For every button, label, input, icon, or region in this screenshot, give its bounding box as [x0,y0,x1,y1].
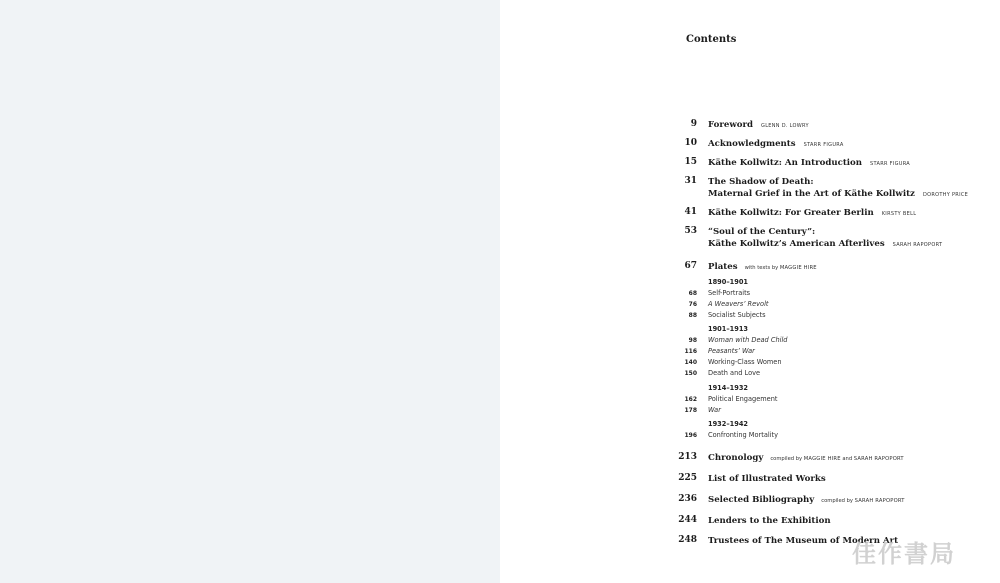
plates-page-number: 116 [684,348,697,355]
toc-title-line: Käthe Kollwitz’s American Afterlives [708,239,885,249]
plates-period-heading: 1890–1901 [708,278,749,286]
plates-period-heading: 1914–1932 [708,384,749,392]
toc-page-number: 9 [690,119,697,129]
toc-title: Käthe Kollwitz: An Introduction [708,158,863,168]
plates-page-number: 68 [688,290,697,297]
toc-title: Selected Bibliography [708,495,815,505]
plates-title: Political Engagement [708,395,778,403]
plates-page-number: 98 [688,337,697,344]
toc-page-number: 41 [684,207,697,217]
toc-credit: compiled by MAGGIE HIRE and SARAH RAPOPORT [770,456,904,462]
toc-page-number: 244 [678,515,697,525]
plates-title: Confronting Mortality [708,431,779,439]
plates-page-number: 162 [684,396,697,403]
toc-page-number: 236 [678,494,697,504]
toc-page-number: 225 [678,473,697,483]
toc-title: List of Illustrated Works [708,474,826,484]
plates-page-number: 140 [684,359,697,366]
toc-author: DOROTHY PRICE [922,192,969,198]
plates-page-number: 88 [688,312,697,319]
plates-title: Woman with Dead Child [708,336,788,344]
toc-page-number: 15 [684,157,697,167]
toc-page-number: 67 [684,261,697,271]
toc-page-number: 248 [678,535,697,545]
toc-author: SARAH RAPOPORT [892,242,943,248]
toc-title: Käthe Kollwitz: For Greater Berlin [708,208,874,218]
plates-title: Working-Class Women [708,358,782,366]
plates-page-number: 178 [684,407,697,414]
page-title: Contents [686,34,737,45]
plates-title: War [708,406,721,414]
toc-credit: with texts by MAGGIE HIRE [744,265,817,271]
plates-period-heading: 1932–1942 [708,420,749,428]
plates-title: A Weavers’ Revolt [708,300,769,308]
plates-title: Self-Portraits [708,289,751,297]
toc-title-line: The Shadow of Death: [708,177,814,187]
plates-title: Death and Love [708,369,761,377]
toc-title-line: Maternal Grief in the Art of Käthe Kollwitz [708,189,915,199]
plates-period-heading: 1901–1913 [708,325,749,333]
toc-author: GLENN D. LOWRY [761,123,809,129]
toc-title: Chronology [708,453,764,463]
toc-page-number: 10 [684,138,697,148]
toc-author: STARR FIGURA [870,161,911,167]
toc-credit: compiled by SARAH RAPOPORT [821,498,905,504]
toc-title-line: “Soul of the Century”: [708,227,816,237]
plates-page-number: 196 [684,432,697,439]
toc-title: Lenders to the Exhibition [708,516,831,526]
toc-page-number: 53 [684,226,697,236]
plates-page-number: 76 [688,301,697,308]
toc-title: Acknowledgments [708,139,796,149]
toc-author: STARR FIGURA [803,142,844,148]
toc-author: KIRSTY BELL [881,211,917,217]
plates-page-number: 150 [684,370,697,377]
toc-page-number: 213 [678,452,697,462]
watermark-logo: 佳作書局 [852,540,956,568]
toc-title: Plates [708,262,738,272]
toc-page-number: 31 [684,176,697,186]
plates-title: Peasants’ War [708,347,755,355]
plates-title: Socialist Subjects [708,311,766,319]
toc-title: Trustees of The Museum of Modern Art [708,536,899,546]
toc-title: Foreword [708,120,754,130]
contents-page [500,0,1000,583]
